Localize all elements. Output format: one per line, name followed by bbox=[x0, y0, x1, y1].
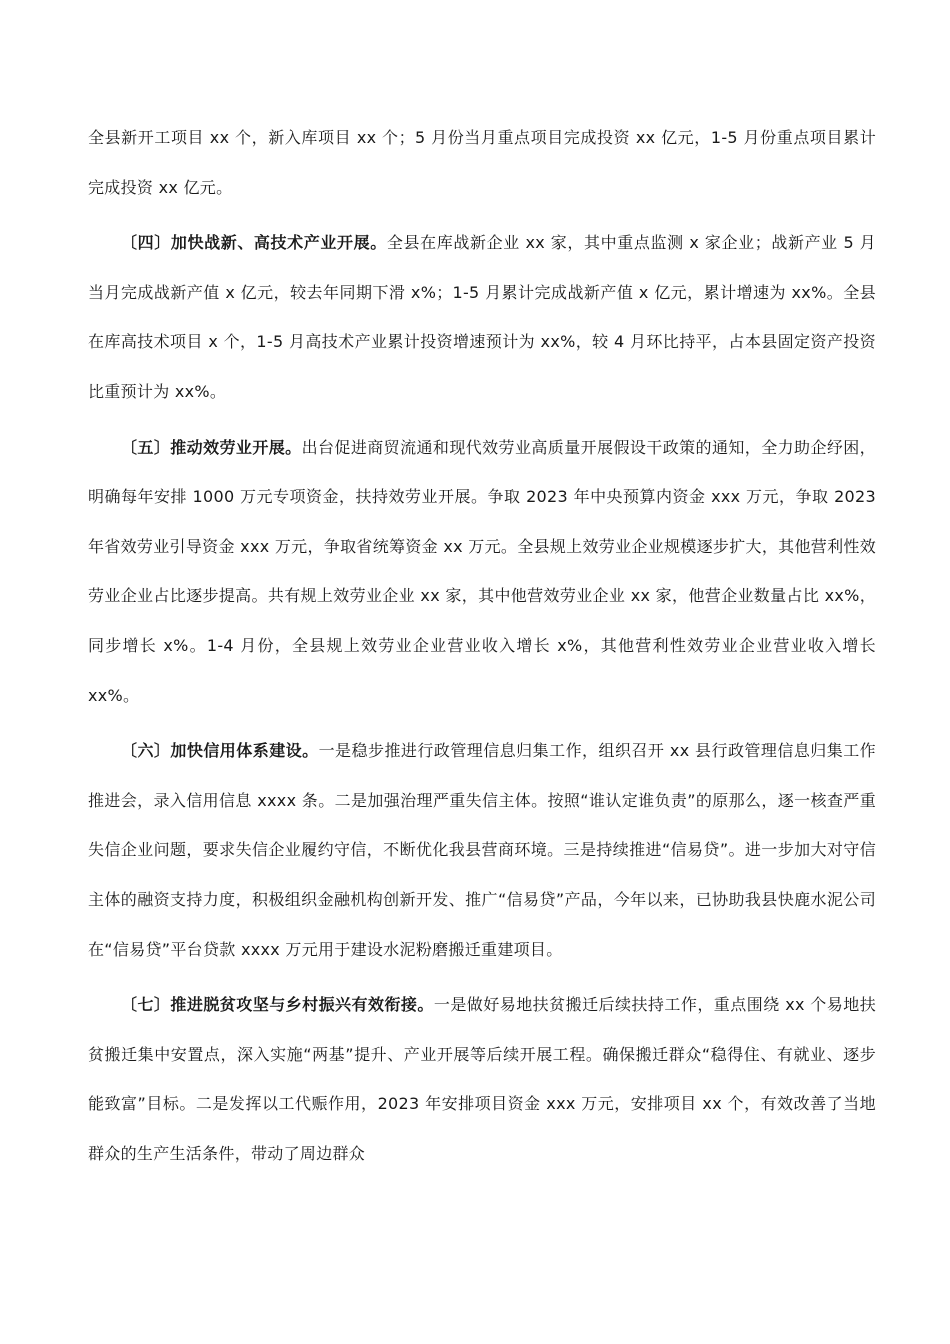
paragraph-text: 一是做好易地扶贫搬迁后续扶持工作，重点围绕 xx 个易地扶贫搬迁集中安置点，深入实施“两基”提升、产业开展等后续开展工程。确保搬迁群众“稳得住、有就业、逐步能致富”目标。二是发挥以工代赈作用，2023 年安排项目资金 xxx 万元，安排项目 xx 个，有效改善了当地群众的生产生活条件，带动了周边群众 bbox=[88, 995, 877, 1163]
paragraph-section-4 bbox=[88, 218, 876, 416]
paragraph-text: 一是稳步推进行政管理信息归集工作，组织召开 xx 县行政管理信息归集工作推进会，录入信用信息 xxxx 条。二是加强治理严重失信主体。按照“谁认定谁负责”的原那么，逐一核查严重失信企业问题，要求失信企业履约守信，不断优化我县营商环境。三是持续推进“信易贷”。进一步加大对守信主体的融资支持力度，积极组织金融机构创新开发、推广“信易贷”产品，今年以来，已协助我县快鹿水泥公司在“信易贷”平台贷款 xxxx 万元用于建设水泥粉磨搬迁重建项目。 bbox=[88, 741, 876, 959]
paragraph-section-7 bbox=[88, 980, 876, 1178]
paragraph-heading: 〔六〕加快信用体系建设。 bbox=[121, 741, 319, 761]
paragraph-text: 全县新开工项目 xx 个，新入库项目 xx 个；5 月份当月重点项目完成投资 xx 亿元，1-5 月份重点项目累计完成投资 xx 亿元。 bbox=[88, 128, 876, 197]
paragraph-text: 出台促进商贸流通和现代效劳业高质量开展假设干政策的通知，全力助企纾困，明确每年安排 1000 万元专项资金，扶持效劳业开展。争取 2023 年中央预算内资金 xxx 万元，争取 2023 年省效劳业引导资金 xxx 万元，争取省统筹资金 xx 万元。全县规上效劳业企业规模逐步扩大，其他营利性效劳业企业占比逐步提高。共有规上效劳业企业 xx 家，其中他营效劳业企业 xx 家，他营企业数量占比 xx%，同步增长 x%。1-4 月份，全县规上效劳业企业营业收入增长 x%，其他营利性效劳业企业营业收入增长 xx%。 bbox=[88, 437, 876, 705]
paragraph-section-6 bbox=[88, 726, 876, 974]
paragraph-heading: 〔七〕推进脱贫攻坚与乡村振兴有效衔接。 bbox=[121, 995, 434, 1015]
paragraph-heading: 〔五〕推动效劳业开展。 bbox=[121, 437, 302, 457]
paragraph-continuation bbox=[88, 113, 876, 212]
document-body bbox=[88, 113, 876, 1178]
paragraph-text: 全县在库战新企业 xx 家，其中重点监测 x 家企业；战新产业 5 月当月完成战新产值 x 亿元，较去年同期下滑 x%；1-5 月累计完成战新产值 x 亿元，累计增速为 xx%。全县在库高技术项目 x 个，1-5 月高技术产业累计投资增速预计为 xx%，较 4 月环比持平，占本县固定资产投资比重预计为 xx%。 bbox=[88, 233, 876, 401]
paragraph-heading: 〔四〕加快战新、高技术产业开展。 bbox=[121, 233, 387, 253]
paragraph-section-5 bbox=[88, 423, 876, 721]
